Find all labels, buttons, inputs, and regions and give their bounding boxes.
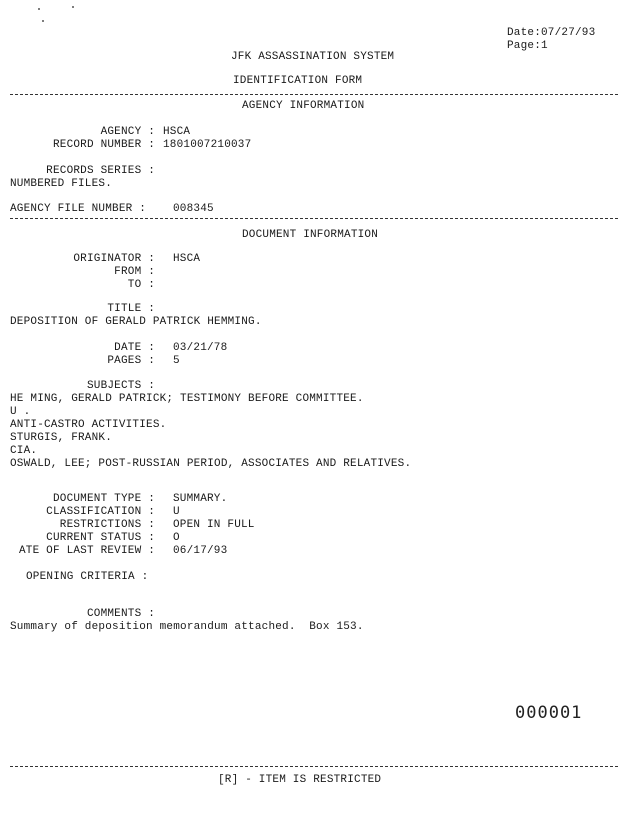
- from-label: FROM :: [114, 266, 155, 278]
- document-section-title: DOCUMENT INFORMATION: [242, 229, 379, 241]
- current-status-label: CURRENT STATUS :: [46, 532, 155, 544]
- agency-section-title: AGENCY INFORMATION: [242, 100, 365, 112]
- scan-speck: [38, 8, 40, 10]
- subject-item: OSWALD, LEE; POST-RUSSIAN PERIOD, ASSOCIATES AND RELATIVES.: [10, 458, 412, 470]
- records-series-value: NUMBERED FILES.: [10, 178, 113, 190]
- classification-value: U: [173, 506, 180, 518]
- opening-criteria-label: OPENING CRITERIA :: [26, 571, 149, 583]
- subject-item: ANTI-CASTRO ACTIVITIES.: [10, 419, 167, 431]
- subject-item: HE MING, GERALD PATRICK; TESTIMONY BEFORE COMMITTEE.: [10, 393, 364, 405]
- document-type-label: DOCUMENT TYPE :: [52, 493, 155, 505]
- last-review-label: ATE OF LAST REVIEW :: [18, 545, 155, 557]
- agency-label: AGENCY :: [100, 126, 155, 138]
- footer-restricted-note: [R] - ITEM IS RESTRICTED: [218, 774, 382, 786]
- subject-item: U .: [10, 406, 31, 418]
- current-status-value: O: [173, 532, 180, 544]
- comments-label: COMMENTS :: [86, 608, 155, 620]
- date-value: 03/21/78: [173, 342, 228, 354]
- scan-speck: [72, 6, 74, 8]
- document-type-value: SUMMARY.: [173, 493, 228, 505]
- subject-item: CIA.: [10, 445, 38, 457]
- pages-label: PAGES :: [107, 355, 155, 367]
- divider-line: [10, 766, 618, 767]
- comments-value: Summary of deposition memorandum attached. Box 153.: [10, 621, 364, 633]
- divider-line: [10, 218, 618, 219]
- form-title: IDENTIFICATION FORM: [233, 75, 363, 87]
- record-number-label: RECORD NUMBER :: [52, 139, 155, 151]
- subject-item: STURGIS, FRANK.: [10, 432, 113, 444]
- agency-file-number-label: AGENCY FILE NUMBER :: [10, 203, 147, 215]
- agency-file-number-value: 008345: [173, 203, 214, 215]
- restrictions-value: OPEN IN FULL: [173, 519, 255, 531]
- to-label: TO :: [127, 279, 155, 291]
- last-review-value: 06/17/93: [173, 545, 228, 557]
- divider-line: [10, 94, 618, 95]
- title-value: DEPOSITION OF GERALD PATRICK HEMMING.: [10, 316, 262, 328]
- restrictions-label: RESTRICTIONS :: [59, 519, 155, 531]
- document-stamp-number: 000001: [515, 703, 583, 723]
- date-label: DATE :: [114, 342, 155, 354]
- header-page: Page:1: [507, 40, 548, 52]
- records-series-label: RECORDS SERIES :: [46, 165, 155, 177]
- subjects-label: SUBJECTS :: [86, 380, 155, 392]
- record-number-value: 1801007210037: [163, 139, 252, 151]
- header-date: Date:07/27/93: [507, 27, 596, 39]
- pages-value: 5: [173, 355, 180, 367]
- title-label: TITLE :: [107, 303, 155, 315]
- scan-speck: [42, 20, 44, 22]
- originator-label: ORIGINATOR :: [73, 253, 155, 265]
- system-title: JFK ASSASSINATION SYSTEM: [231, 51, 395, 63]
- agency-value: HSCA: [163, 126, 191, 138]
- originator-value: HSCA: [173, 253, 201, 265]
- classification-label: CLASSIFICATION :: [46, 506, 155, 518]
